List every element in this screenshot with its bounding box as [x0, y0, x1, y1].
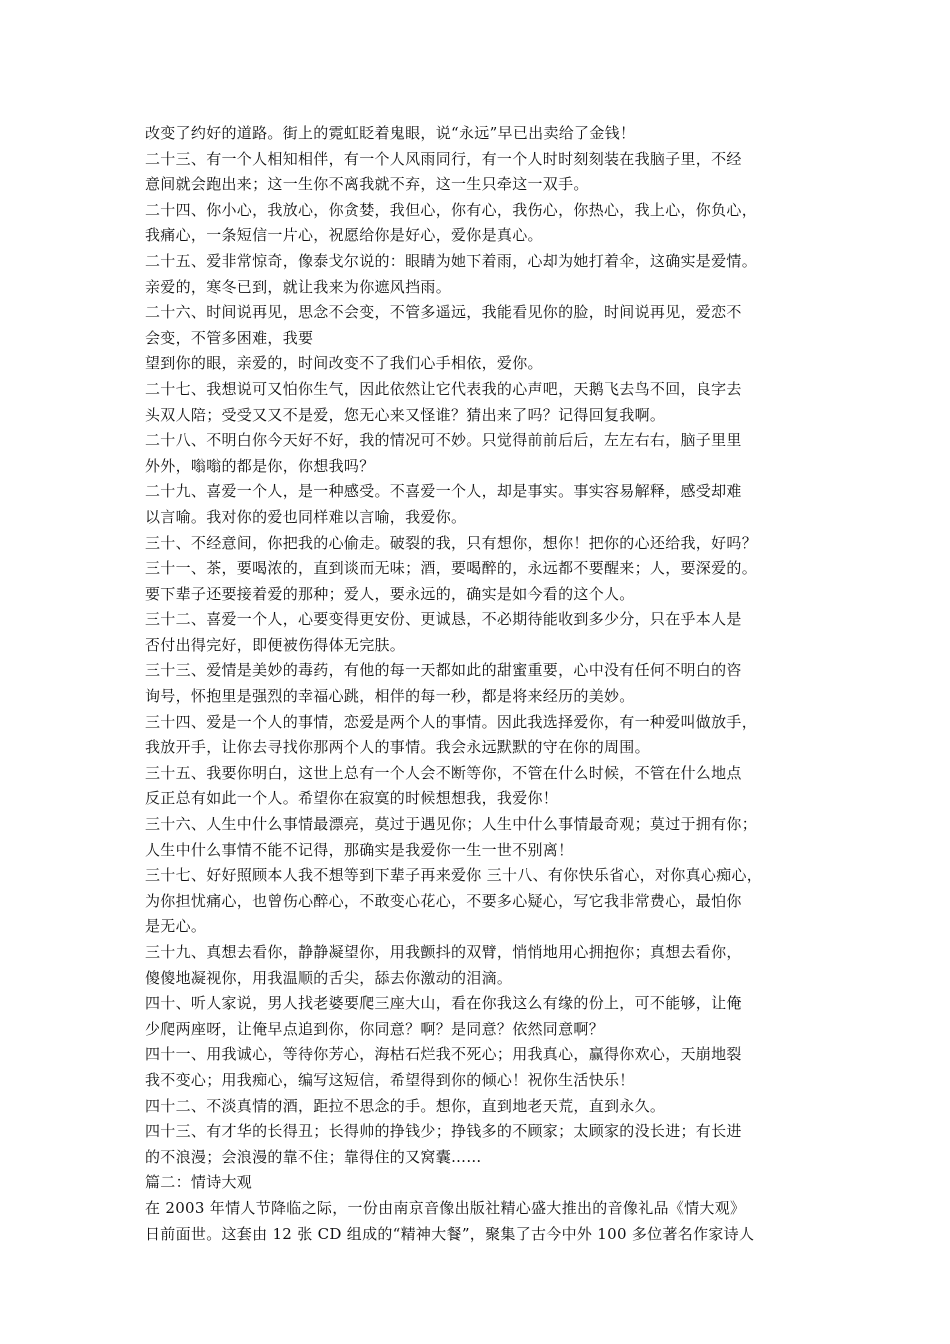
- text-line: 二十八、不明白你今天好不好，我的情况可不妙。只觉得前前后后，左左右右，脑子里里: [145, 431, 742, 450]
- text-line: 我放开手，让你去寻找你那两个人的事情。我会永远默默的守在你的周围。: [145, 738, 650, 757]
- text-line: 为你担忧痛心，也曾伤心醉心，不敢变心花心，不要多心疑心，写它我非常费心，最怕你: [145, 891, 742, 910]
- text-line: 二十九、喜爱一个人，是一种感受。不喜爱一个人，却是事实。事实容易解释，感受却难: [145, 482, 742, 501]
- text-line: 反正总有如此一个人。希望你在寂寞的时候想想我，我爱你！: [145, 789, 559, 808]
- text-line: 四十三、有才华的长得丑；长得帅的挣钱少；挣钱多的不顾家；太顾家的没长进；有长进: [145, 1122, 742, 1141]
- text-line: 日前面世。这套由 12 张 CD 组成的“精神大餐”，聚集了古今中外 100 多位著名作家诗人: [145, 1224, 755, 1243]
- text-line: 四十、听人家说，男人找老婆要爬三座大山，看在你我这么有缘的份上，可不能够，让俺: [145, 994, 742, 1013]
- text-line: 二十四、你小心，我放心，你贪婪，我但心，你有心，我伤心，你热心，我上心，你负心，: [145, 200, 758, 219]
- text-line: 在 2003 年情人节降临之际，一份由南京音像出版社精心盛大推出的音像礼品《情大观》: [145, 1198, 746, 1217]
- text-line: 三十一、茶，要喝浓的，直到谈而无味；酒，要喝醉的，永远都不要醒来；人，要深爱的。: [145, 559, 758, 578]
- text-line: 以言喻。我对你的爱也同样难以言喻，我爱你。: [145, 507, 467, 526]
- text-line: 的不浪漫；会浪漫的靠不住；靠得住的又窝囊……: [145, 1147, 482, 1166]
- text-line: 少爬两座呀，让俺早点追到你，你同意？啊？是同意？依然同意啊？: [145, 1019, 605, 1038]
- section-heading: 篇二：情诗大观: [145, 1173, 253, 1192]
- text-line: 三十九、真想去看你，静静凝望你，用我颤抖的双臂，悄悄地用心拥抱你；真想去看你，: [145, 943, 742, 961]
- text-line: 二十七、我想说可又怕你生气，因此依然让它代表我的心声吧，天鹅飞去鸟不回，良字去: [145, 379, 742, 398]
- document-body: [145, 121, 815, 1247]
- text-line: 我不变心；用我痴心，编写这短信，希望得到你的倾心！祝你生活快乐！: [145, 1070, 635, 1089]
- text-line: 人生中什么事情不能不记得，那确实是我爱你一生一世不别离！: [145, 840, 574, 859]
- text-line: 三十四、爱是一个人的事情，恋爱是两个人的事情。因此我选择爱你，有一种爱叫做放手，: [145, 712, 758, 731]
- text-line: 四十一、用我诚心，等待你芳心，海枯石烂我不死心；用我真心，赢得你欢心，天崩地裂: [145, 1045, 742, 1064]
- text-line: 三十二、喜爱一个人，心要变得更安份、更诚恳，不必期待能收到多少分，只在乎本人是: [145, 610, 742, 629]
- text-line: 我痛心，一条短信一片心，祝愿给你是好心，爱你是真心。: [145, 226, 543, 245]
- text-line: 是无心。: [145, 917, 207, 936]
- text-line: 外外，嗡嗡的都是你，你想我吗？: [145, 456, 375, 475]
- text-line: 二十六、时间说再见，思念不会变，不管多遥远，我能看见你的脸，时间说再见，爱恋不: [145, 303, 742, 322]
- text-line: 否付出得完好，即便被伤得体无完肤。: [145, 635, 406, 654]
- text-line: 三十六、人生中什么事情最漂亮，莫过于遇见你；人生中什么事情最奇观；莫过于拥有你；: [145, 815, 758, 834]
- text-line: 二十三、有一个人相知相伴，有一个人风雨同行，有一个人时时刻刻装在我脑子里，不经: [145, 149, 742, 168]
- text-line: 会变，不管多困难，我要: [145, 328, 314, 347]
- text-line: 傻傻地凝视你，用我温顺的舌尖，舔去你激动的泪滴。: [145, 968, 513, 987]
- text-line: 头双人陪；受受又又不是爱，您无心来又怪谁？猜出来了吗？记得回复我啊。: [145, 405, 666, 424]
- text-line: 三十七、好好照顾本人我不想等到下辈子再来爱你 三十八、有你快乐省心，对你真心痴心，: [145, 866, 763, 885]
- text-line: 意间就会跑出来；这一生你不离我就不弃，这一生只牵这一双手。: [145, 175, 589, 194]
- text-line: 三十、不经意间，你把我的心偷走。破裂的我，只有想你，想你！把你的心还给我，好吗？: [145, 533, 758, 552]
- text-line: 改变了约好的道路。街上的霓虹眨着鬼眼，说“永远”早已出卖给了金钱！: [145, 124, 636, 142]
- text-line: 要下辈子还要接着爱的那种；爱人，要永远的，确实是如今看的这个人。: [145, 584, 635, 603]
- text-line: 望到你的眼，亲爱的，时间改变不了我们心手相依，爱你。: [145, 354, 543, 373]
- text-line: 三十五、我要你明白，这世上总有一个人会不断等你，不管在什么时候，不管在什么地点: [145, 763, 742, 782]
- text-line: 询号，怀抱里是强烈的幸福心跳，相伴的每一秒，都是将来经历的美妙。: [145, 687, 635, 706]
- text-line: 二十五、爱非常惊奇，像泰戈尔说的：眼睛为她下着雨，心却为她打着伞，这确实是爱情。: [145, 251, 758, 270]
- text-line: 亲爱的，寒冬已到，就让我来为你遮风挡雨。: [145, 277, 452, 296]
- text-line: 三十三、爱情是美妙的毒药，有他的每一天都如此的甜蜜重要，心中没有任何不明白的咨: [145, 661, 742, 680]
- text-line: 四十二、不淡真情的酒，距拉不思念的手。想你，直到地老天荒，直到永久。: [145, 1096, 666, 1115]
